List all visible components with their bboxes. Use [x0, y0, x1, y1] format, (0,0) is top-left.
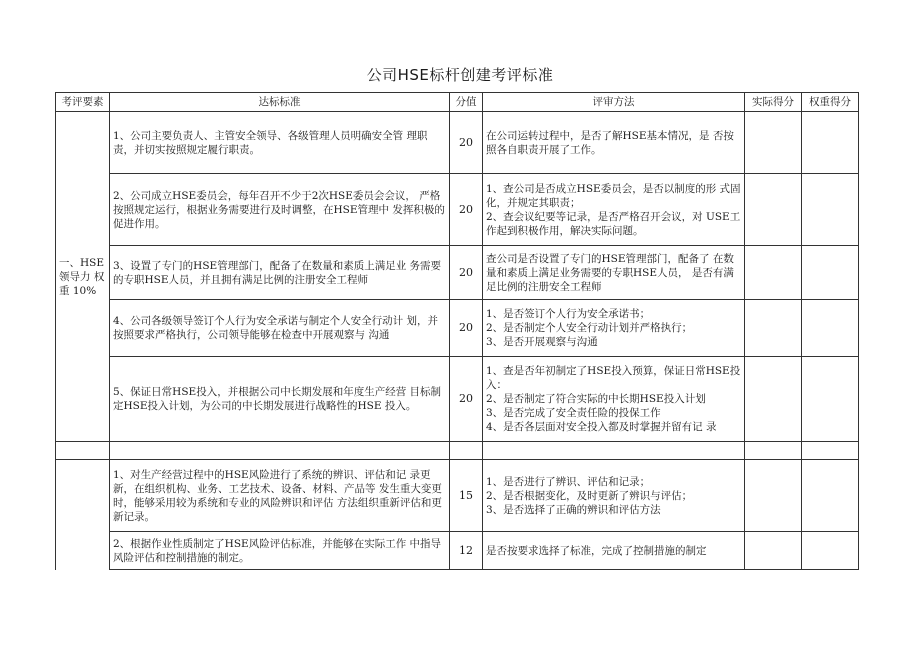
- actual-score-cell: [745, 174, 802, 246]
- actual-score-cell: [745, 357, 802, 442]
- header-row: [56, 93, 859, 112]
- score-cell: 15: [450, 460, 483, 532]
- weighted-score-cell: [802, 112, 859, 174]
- method-line: 2、是否根据变化，及时更新了辨识与评估；: [486, 489, 693, 502]
- empty-cell: [450, 442, 483, 460]
- method-line: 3、是否开展观察与沟通: [486, 336, 598, 348]
- method-cell: [483, 460, 745, 532]
- header-method: 评审方法: [483, 93, 745, 112]
- header-actual: 实际得分: [745, 93, 802, 112]
- method-line: 1、是否签订个人行为安全承诺书；: [486, 308, 651, 320]
- standard-cell: 2、根据作业性质制定了HSE风险评估标准，并能够在实际工作 中指导风险评估和控制措施的制定。: [110, 532, 450, 570]
- weighted-score-cell: [802, 357, 859, 442]
- table-row: [56, 174, 859, 246]
- standard-cell: 2、公司成立HSE委员会，每年召开不少于2次HSE委员会会议， 严格按照规定运行，根据业务需要进行及时调整，在HSE管理中 发挥积极的促进作用。: [110, 174, 450, 246]
- header-weighted: 权重得分: [802, 93, 859, 112]
- empty-cell: [745, 442, 802, 460]
- weighted-score-cell: [802, 300, 859, 357]
- actual-score-cell: [745, 532, 802, 570]
- score-cell: 20: [450, 246, 483, 300]
- method-line: 2、是否制定了符合实际的中长期HSE投入计划: [486, 393, 706, 405]
- standard-cell: 4、公司各级领导签订个人行为安全承诺与制定个人安全行动计 划，并按照要求严格执行，公司领导能够在检查中开展观察与 沟通: [110, 300, 450, 357]
- method-line: 1、查是否年初制定了HSE投入预算，保证日常HSE投入：: [486, 365, 741, 391]
- method-line: 在公司运转过程中，是否了解HSE基本情况，是 否按照各自职责开展了工作。: [486, 129, 734, 156]
- empty-cell: [483, 442, 745, 460]
- score-cell: 20: [450, 174, 483, 246]
- actual-score-cell: [745, 246, 802, 300]
- score-cell: 20: [450, 300, 483, 357]
- method-cell: [483, 300, 745, 357]
- evaluation-table: [55, 92, 859, 570]
- table-row: [56, 246, 859, 300]
- actual-score-cell: [745, 112, 802, 174]
- method-line: 查公司是否设置了专门的HSE管理部门，配备了 在数量和素质上满足业务需要的专职HSE人员， 是否有满足比例的注册安全工程师: [486, 252, 734, 293]
- category-cell: [56, 460, 110, 570]
- score-cell: 12: [450, 532, 483, 570]
- standard-cell: 1、对生产经营过程中的HSE风险进行了系统的辨识、评估和记 录更新，在组织机构、业务、工艺技术、设备、材料、产品等 发生重大变更时，能够采用较为系统和专业的风险辨识和评估 方法组织重新评估和更新记录。: [110, 460, 450, 532]
- page-title: 公司HSE标杆创建考评标准: [366, 66, 554, 84]
- actual-score-cell: [745, 460, 802, 532]
- method-cell: [483, 532, 745, 570]
- header-score: 分值: [450, 93, 483, 112]
- method-line: 是否按要求选择了标准，完成了控制措施的制定: [486, 544, 707, 557]
- standard-cell: 3、设置了专门的HSE管理部门，配备了在数量和素质上满足业 务需要的专职HSE人员，并且拥有满足比例的注册安全工程师: [110, 246, 450, 300]
- weighted-score-cell: [802, 174, 859, 246]
- method-line: 2、查会议纪要等记录，是否严格召开会议，对 USE工作起到积极作用，解决实际问题。: [486, 210, 741, 237]
- separator-row: [56, 442, 859, 460]
- standard-cell: 1、公司主要负责人、主管安全领导、各级管理人员明确安全管 理职责，并切实按照规定履行职责。: [110, 112, 450, 174]
- weighted-score-cell: [802, 246, 859, 300]
- score-cell: 20: [450, 357, 483, 442]
- table-row: [56, 300, 859, 357]
- category-cell: 一、HSE 领导力 权重 10%: [56, 112, 110, 442]
- method-line: 1、是否进行了辨识、评估和记录；: [486, 475, 651, 488]
- weighted-score-cell: [802, 532, 859, 570]
- empty-cell: [110, 442, 450, 460]
- table-row: [56, 357, 859, 442]
- method-line: 3、是否选择了正确的辨识和评估方法: [486, 503, 661, 516]
- actual-score-cell: [745, 300, 802, 357]
- method-cell: [483, 112, 745, 174]
- method-cell: [483, 174, 745, 246]
- header-standard: 达标标准: [110, 93, 450, 112]
- table-row: [56, 112, 859, 174]
- empty-cell: [56, 442, 110, 460]
- method-line: 2、是否制定个人安全行动计划并严格执行；: [486, 322, 693, 334]
- header-category: 考评要素: [56, 93, 110, 112]
- standard-cell: 5、保证日常HSE投入，并根据公司中长期发展和年度生产经营 目标制定HSE投入计划，为公司的中长期发展进行战略性的HSE 投入。: [110, 357, 450, 442]
- method-line: 1、查公司是否成立HSE委员会，是否以制度的形 式固化，并规定其职责；: [486, 182, 741, 209]
- table-row: [56, 532, 859, 570]
- table-row: [56, 460, 859, 532]
- weighted-score-cell: [802, 460, 859, 532]
- method-cell: [483, 246, 745, 300]
- method-line: 3、是否完成了安全责任险的投保工作: [486, 407, 661, 419]
- method-cell: [483, 357, 745, 442]
- method-line: 4、是否各层面对安全投入都及时掌握并留有记 录: [486, 421, 717, 433]
- score-cell: 20: [450, 112, 483, 174]
- empty-cell: [802, 442, 859, 460]
